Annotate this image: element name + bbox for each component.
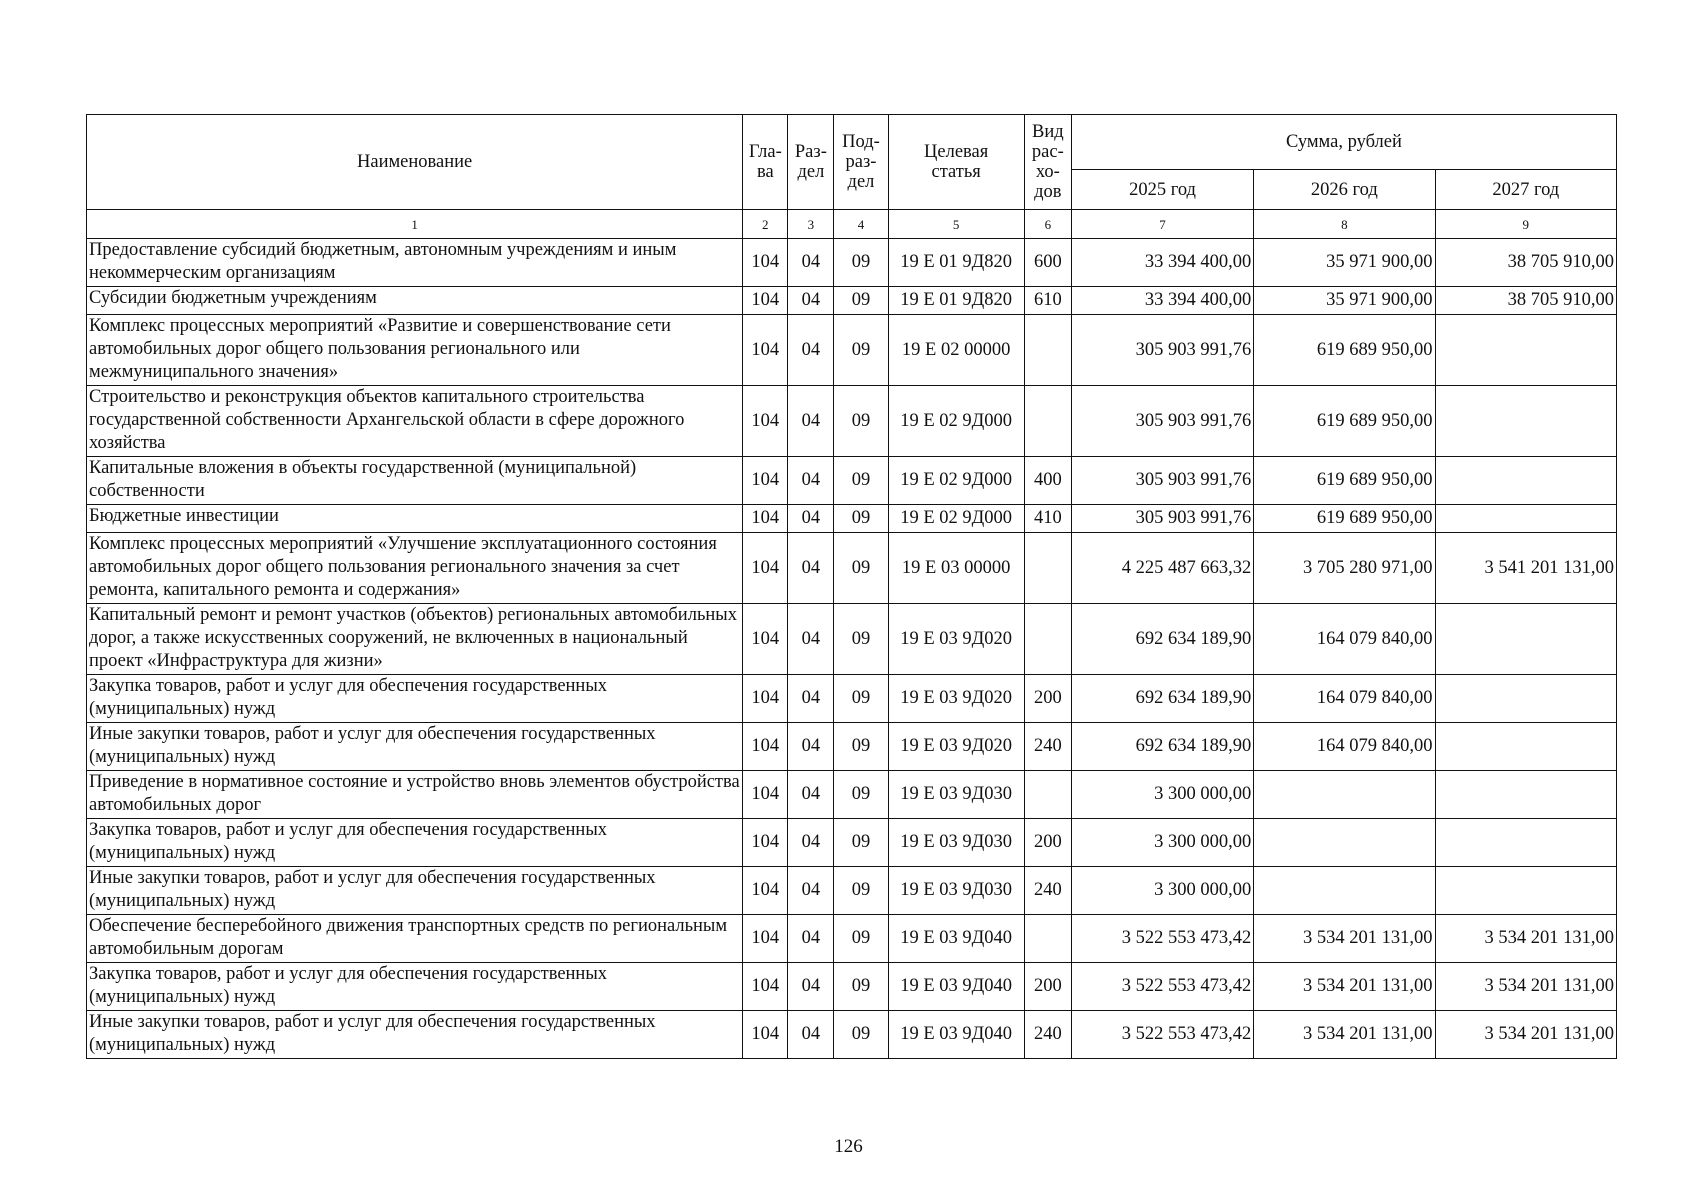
- table-row: [87, 819, 1617, 867]
- row-name: Иные закупки товаров, работ и услуг для обеспечения государственных (муниципальных) нужд: [87, 1011, 743, 1059]
- row-name: Субсидии бюджетным учреждениям: [87, 287, 743, 315]
- row-name: Капитальные вложения в объекты государственной (муниципальной) собственности: [87, 457, 743, 505]
- row-target-article: 19 Е 03 9Д040: [888, 1011, 1024, 1059]
- row-sum-2027: [1435, 723, 1616, 771]
- row-name: Строительство и реконструкция объектов капитального строительства государственной собственности Архангельской области в сфере дорожного хозяйства: [87, 386, 743, 457]
- row-target-article: 19 Е 02 9Д000: [888, 386, 1024, 457]
- table-row: [87, 386, 1617, 457]
- row-sum-2025: 33 394 400,00: [1071, 287, 1253, 315]
- row-section: 04: [788, 457, 834, 505]
- row-chapter: 104: [743, 386, 788, 457]
- row-name: Предоставление субсидий бюджетным, автономным учреждениям и иным некоммерческим организациям: [87, 239, 743, 287]
- row-name: Иные закупки товаров, работ и услуг для обеспечения государственных (муниципальных) нужд: [87, 867, 743, 915]
- column-number: 8: [1254, 210, 1435, 239]
- table-row: [87, 315, 1617, 386]
- row-name: Бюджетные инвестиции: [87, 505, 743, 533]
- row-sum-2027: [1435, 675, 1616, 723]
- table-row: [87, 771, 1617, 819]
- table-row: [87, 723, 1617, 771]
- row-sum-2027: 38 705 910,00: [1435, 239, 1616, 287]
- row-sum-2027: [1435, 315, 1616, 386]
- row-name: Обеспечение бесперебойного движения транспортных средств по региональным автомобильным дорогам: [87, 915, 743, 963]
- row-section: 04: [788, 533, 834, 604]
- header-section: Раз- дел: [788, 115, 834, 210]
- table-row: [87, 239, 1617, 287]
- row-sum-2025: 3 522 553 473,42: [1071, 963, 1253, 1011]
- row-section: 04: [788, 386, 834, 457]
- row-target-article: 19 Е 03 9Д040: [888, 915, 1024, 963]
- row-subsection: 09: [834, 287, 888, 315]
- row-name: Комплекс процессных мероприятий «Развитие и совершенствование сети автомобильных дорог общего пользования регионального или межмуниципального значения»: [87, 315, 743, 386]
- row-section: 04: [788, 819, 834, 867]
- row-subsection: 09: [834, 675, 888, 723]
- row-target-article: 19 Е 01 9Д820: [888, 239, 1024, 287]
- row-subsection: 09: [834, 457, 888, 505]
- table-row: [87, 604, 1617, 675]
- row-section: 04: [788, 505, 834, 533]
- row-sum-2027: [1435, 505, 1616, 533]
- row-name: Закупка товаров, работ и услуг для обеспечения государственных (муниципальных) нужд: [87, 675, 743, 723]
- header-year-2025: 2025 год: [1071, 170, 1253, 210]
- row-expense-type: 240: [1024, 723, 1071, 771]
- row-target-article: 19 Е 03 9Д040: [888, 963, 1024, 1011]
- row-subsection: 09: [834, 723, 888, 771]
- row-sum-2026: 619 689 950,00: [1254, 505, 1435, 533]
- header-year-2026: 2026 год: [1254, 170, 1435, 210]
- budget-table: [86, 114, 1617, 1059]
- row-subsection: 09: [834, 386, 888, 457]
- table-row: [87, 915, 1617, 963]
- row-sum-2026: 3 705 280 971,00: [1254, 533, 1435, 604]
- table-row: [87, 867, 1617, 915]
- row-section: 04: [788, 315, 834, 386]
- table-row: [87, 1011, 1617, 1059]
- row-subsection: 09: [834, 963, 888, 1011]
- row-expense-type: [1024, 771, 1071, 819]
- row-subsection: 09: [834, 915, 888, 963]
- row-sum-2027: 3 541 201 131,00: [1435, 533, 1616, 604]
- row-sum-2027: 3 534 201 131,00: [1435, 963, 1616, 1011]
- row-target-article: 19 Е 02 00000: [888, 315, 1024, 386]
- header-chapter: Гла- ва: [743, 115, 788, 210]
- row-section: 04: [788, 604, 834, 675]
- row-section: 04: [788, 963, 834, 1011]
- row-sum-2027: [1435, 386, 1616, 457]
- row-target-article: 19 Е 03 9Д020: [888, 675, 1024, 723]
- column-number-row: [87, 210, 1617, 239]
- row-expense-type: [1024, 315, 1071, 386]
- row-sum-2026: 3 534 201 131,00: [1254, 963, 1435, 1011]
- row-section: 04: [788, 867, 834, 915]
- column-number: 3: [788, 210, 834, 239]
- header-year-2027: 2027 год: [1435, 170, 1616, 210]
- row-subsection: 09: [834, 315, 888, 386]
- row-sum-2025: 33 394 400,00: [1071, 239, 1253, 287]
- row-subsection: 09: [834, 604, 888, 675]
- row-sum-2025: 692 634 189,90: [1071, 675, 1253, 723]
- row-chapter: 104: [743, 604, 788, 675]
- row-sum-2026: 619 689 950,00: [1254, 457, 1435, 505]
- header-subsection: Под- раз- дел: [834, 115, 888, 210]
- column-number: 2: [743, 210, 788, 239]
- row-target-article: 19 Е 03 9Д020: [888, 604, 1024, 675]
- table-row: [87, 963, 1617, 1011]
- header-target-article: Целевая статья: [888, 115, 1024, 210]
- row-expense-type: 610: [1024, 287, 1071, 315]
- row-section: 04: [788, 675, 834, 723]
- row-expense-type: 200: [1024, 963, 1071, 1011]
- column-number: 7: [1071, 210, 1253, 239]
- row-name: Капитальный ремонт и ремонт участков (объектов) региональных автомобильных дорог, а также искусственных сооружений, не включенных в национальный проект «Инфраструктура для жизни»: [87, 604, 743, 675]
- row-sum-2025: 692 634 189,90: [1071, 723, 1253, 771]
- row-sum-2025: 4 225 487 663,32: [1071, 533, 1253, 604]
- row-sum-2025: 305 903 991,76: [1071, 386, 1253, 457]
- row-subsection: 09: [834, 819, 888, 867]
- header-sum: Сумма, рублей: [1071, 115, 1616, 170]
- column-number: 1: [87, 210, 743, 239]
- row-expense-type: 240: [1024, 867, 1071, 915]
- row-sum-2026: 164 079 840,00: [1254, 604, 1435, 675]
- table-row: [87, 287, 1617, 315]
- row-sum-2026: [1254, 819, 1435, 867]
- header-expense-type: Вид рас- хо- дов: [1024, 115, 1071, 210]
- header-name: Наименование: [87, 115, 743, 210]
- row-sum-2026: 3 534 201 131,00: [1254, 1011, 1435, 1059]
- row-sum-2025: 3 522 553 473,42: [1071, 1011, 1253, 1059]
- row-chapter: 104: [743, 963, 788, 1011]
- row-chapter: 104: [743, 771, 788, 819]
- row-sum-2026: [1254, 771, 1435, 819]
- row-chapter: 104: [743, 1011, 788, 1059]
- row-subsection: 09: [834, 867, 888, 915]
- row-expense-type: [1024, 533, 1071, 604]
- row-sum-2026: 35 971 900,00: [1254, 239, 1435, 287]
- row-sum-2027: [1435, 604, 1616, 675]
- row-expense-type: 400: [1024, 457, 1071, 505]
- row-subsection: 09: [834, 533, 888, 604]
- row-chapter: 104: [743, 915, 788, 963]
- page-number: 126: [834, 1136, 863, 1157]
- row-chapter: 104: [743, 457, 788, 505]
- row-subsection: 09: [834, 505, 888, 533]
- row-name: Иные закупки товаров, работ и услуг для обеспечения государственных (муниципальных) нужд: [87, 723, 743, 771]
- row-sum-2026: 35 971 900,00: [1254, 287, 1435, 315]
- row-target-article: 19 Е 03 00000: [888, 533, 1024, 604]
- row-sum-2026: 619 689 950,00: [1254, 386, 1435, 457]
- row-name: Комплекс процессных мероприятий «Улучшение эксплуатационного состояния автомобильных дорог общего пользования регионального значения за счет ремонта, капитального ремонта и содержания»: [87, 533, 743, 604]
- table-row: [87, 675, 1617, 723]
- row-sum-2025: 305 903 991,76: [1071, 315, 1253, 386]
- row-expense-type: 410: [1024, 505, 1071, 533]
- row-chapter: 104: [743, 723, 788, 771]
- row-expense-type: 200: [1024, 819, 1071, 867]
- row-expense-type: 600: [1024, 239, 1071, 287]
- row-sum-2025: 3 300 000,00: [1071, 771, 1253, 819]
- row-expense-type: [1024, 386, 1071, 457]
- row-sum-2026: 3 534 201 131,00: [1254, 915, 1435, 963]
- table-row: [87, 457, 1617, 505]
- row-name: Приведение в нормативное состояние и устройство вновь элементов обустройства автомобильных дорог: [87, 771, 743, 819]
- row-target-article: 19 Е 02 9Д000: [888, 505, 1024, 533]
- row-target-article: 19 Е 03 9Д020: [888, 723, 1024, 771]
- row-expense-type: [1024, 604, 1071, 675]
- row-sum-2027: [1435, 771, 1616, 819]
- row-chapter: 104: [743, 819, 788, 867]
- row-chapter: 104: [743, 239, 788, 287]
- table-row: [87, 505, 1617, 533]
- row-expense-type: 200: [1024, 675, 1071, 723]
- row-name: Закупка товаров, работ и услуг для обеспечения государственных (муниципальных) нужд: [87, 963, 743, 1011]
- row-section: 04: [788, 915, 834, 963]
- row-sum-2027: [1435, 819, 1616, 867]
- row-sum-2025: 3 522 553 473,42: [1071, 915, 1253, 963]
- row-sum-2027: 3 534 201 131,00: [1435, 1011, 1616, 1059]
- row-subsection: 09: [834, 239, 888, 287]
- row-sum-2026: [1254, 867, 1435, 915]
- row-target-article: 19 Е 03 9Д030: [888, 819, 1024, 867]
- row-sum-2025: 692 634 189,90: [1071, 604, 1253, 675]
- row-sum-2026: 619 689 950,00: [1254, 315, 1435, 386]
- row-sum-2027: [1435, 457, 1616, 505]
- row-section: 04: [788, 771, 834, 819]
- row-chapter: 104: [743, 505, 788, 533]
- row-name: Закупка товаров, работ и услуг для обеспечения государственных (муниципальных) нужд: [87, 819, 743, 867]
- row-section: 04: [788, 239, 834, 287]
- row-target-article: 19 Е 02 9Д000: [888, 457, 1024, 505]
- row-subsection: 09: [834, 1011, 888, 1059]
- row-expense-type: [1024, 915, 1071, 963]
- column-number: 6: [1024, 210, 1071, 239]
- row-section: 04: [788, 723, 834, 771]
- table-row: [87, 533, 1617, 604]
- row-chapter: 104: [743, 287, 788, 315]
- row-sum-2026: 164 079 840,00: [1254, 675, 1435, 723]
- row-chapter: 104: [743, 867, 788, 915]
- row-sum-2025: 305 903 991,76: [1071, 457, 1253, 505]
- row-sum-2025: 3 300 000,00: [1071, 867, 1253, 915]
- row-section: 04: [788, 1011, 834, 1059]
- column-number: 9: [1435, 210, 1616, 239]
- row-sum-2027: 3 534 201 131,00: [1435, 915, 1616, 963]
- column-number: 5: [888, 210, 1024, 239]
- row-expense-type: 240: [1024, 1011, 1071, 1059]
- row-target-article: 19 Е 03 9Д030: [888, 771, 1024, 819]
- row-sum-2027: [1435, 867, 1616, 915]
- row-sum-2025: 3 300 000,00: [1071, 819, 1253, 867]
- row-sum-2026: 164 079 840,00: [1254, 723, 1435, 771]
- column-number: 4: [834, 210, 888, 239]
- row-chapter: 104: [743, 675, 788, 723]
- row-subsection: 09: [834, 771, 888, 819]
- row-sum-2027: 38 705 910,00: [1435, 287, 1616, 315]
- row-chapter: 104: [743, 533, 788, 604]
- row-target-article: 19 Е 01 9Д820: [888, 287, 1024, 315]
- row-target-article: 19 Е 03 9Д030: [888, 867, 1024, 915]
- row-chapter: 104: [743, 315, 788, 386]
- row-sum-2025: 305 903 991,76: [1071, 505, 1253, 533]
- row-section: 04: [788, 287, 834, 315]
